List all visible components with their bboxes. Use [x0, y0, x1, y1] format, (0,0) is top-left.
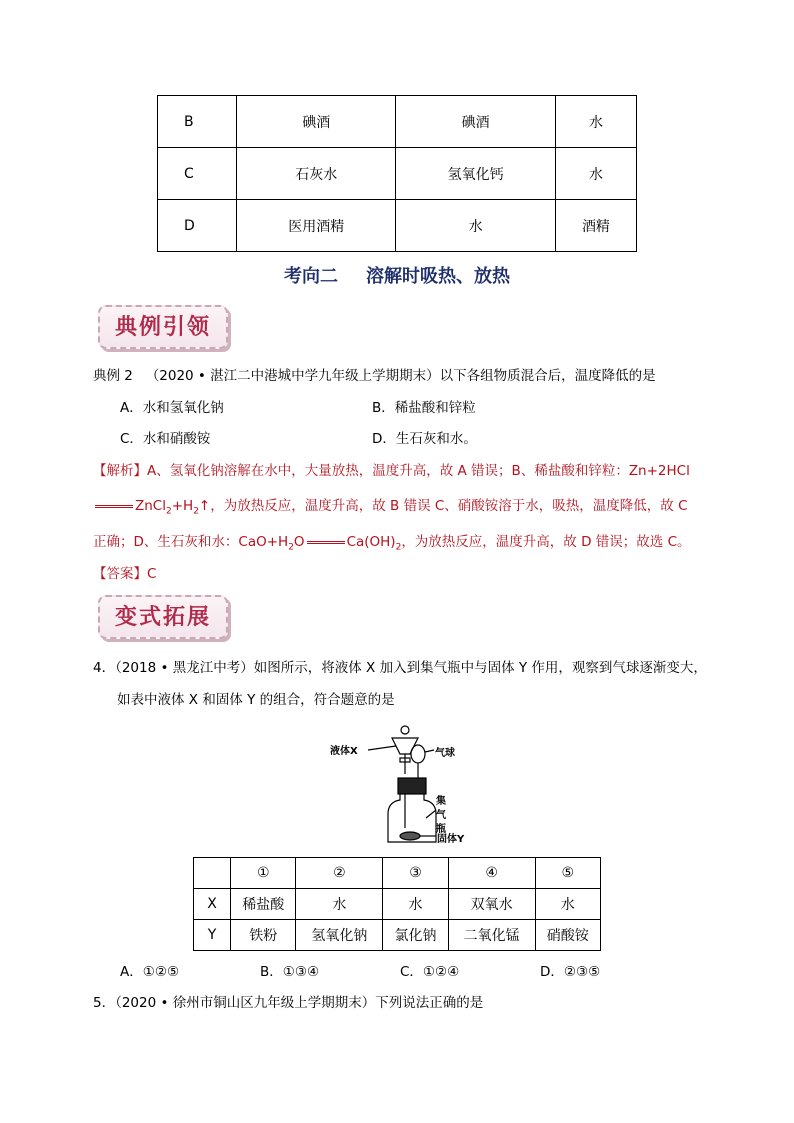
row-label: B	[158, 96, 237, 148]
table-cell: ①	[231, 858, 296, 889]
table-cell: 水	[535, 889, 601, 920]
table-row	[158, 148, 637, 200]
table-cell: 水	[383, 889, 448, 920]
table-cell: ④	[448, 858, 535, 889]
formula-part: Ca(OH)	[346, 534, 396, 550]
table-cell: 酒精	[555, 200, 636, 252]
table-row	[158, 200, 637, 252]
q4-line-2: 如表中液体 X 和固体 Y 的组合，符合题意的是	[117, 692, 395, 708]
option-a: A．水和氢氧化钠	[120, 400, 224, 416]
example-source: （2020 • 湛江二中港城中学九年级上学期期末）以下各组物质混合后，温度降低的是	[145, 368, 656, 384]
label-bottle-2: 气	[436, 810, 446, 821]
answer-tag: 【答案】	[93, 566, 147, 582]
table-header-row	[194, 858, 601, 889]
analysis-tag: 【解析】	[93, 463, 147, 479]
table-cell: 氯化钠	[383, 920, 448, 951]
table-cell: 稀盐酸	[231, 889, 296, 920]
table-cell: ②	[296, 858, 383, 889]
example-prefix: 典例 2	[93, 368, 133, 384]
option-c: C．水和硝酸铵	[120, 431, 211, 447]
label-balloon: 气球	[435, 748, 455, 759]
option-b: B．稀盐酸和锌粒	[372, 400, 476, 416]
apparatus-figure	[330, 718, 480, 848]
analysis-text-3: ，为放热反应，温度升高，故 D 错误；故选 C。	[401, 534, 691, 550]
formula-part: 正确；D、生石灰和水：CaO+H	[93, 534, 289, 550]
rubber-stopper	[398, 778, 426, 794]
example-question	[93, 364, 656, 384]
solid-y-icon	[400, 832, 420, 840]
formula-part: ZnCl	[135, 498, 166, 514]
label-bottle-3: 瓶	[436, 824, 446, 835]
table-cell: 铁粉	[231, 920, 296, 951]
table-cell	[194, 858, 231, 889]
table-cell: 碘酒	[237, 96, 396, 148]
table-cell: 硝酸铵	[535, 920, 601, 951]
q4-option-d: D．②③⑤	[540, 964, 601, 980]
analysis-text-2: ↑，为放热反应，温度升高，故 B 错误 C、硝酸铵溶于水，吸热，温度降低，故 C	[198, 498, 688, 514]
section-heading: 溶解时吸热、放热	[366, 266, 510, 287]
table-cell: 水	[555, 96, 636, 148]
analysis-line-1	[93, 459, 690, 479]
table-cell: 碘酒	[396, 96, 555, 148]
analysis-text-1: A、氢氧化钠溶解在水中，大量放热，温度升高，故 A 错误；B、稀盐酸和锌粒：Zn+2HCl	[147, 463, 690, 479]
balloon-icon	[411, 745, 425, 763]
example-badge	[98, 305, 228, 349]
table-cell: 水	[396, 200, 555, 252]
table-cell: 水	[555, 148, 636, 200]
formula-part: O	[293, 534, 305, 550]
table-cell: 二氧化锰	[448, 920, 535, 951]
table-cell: 医用酒精	[237, 200, 396, 252]
q4-option-c: C．①②④	[400, 964, 460, 980]
table-cell: ⑤	[535, 858, 601, 889]
table-row	[194, 920, 601, 951]
q4-option-a: A．①②⑤	[120, 964, 180, 980]
equals-sign	[307, 541, 345, 544]
combination-table	[193, 857, 601, 951]
label-bottle-1: 集	[436, 796, 446, 807]
option-d: D．生石灰和水。	[372, 431, 477, 447]
subscript: 2	[193, 506, 199, 517]
table-row	[194, 889, 601, 920]
row-label: D	[158, 200, 237, 252]
variant-badge	[98, 595, 228, 639]
formula-part: +H	[171, 498, 194, 514]
subscript: 2	[288, 542, 294, 553]
table-cell: 双氧水	[448, 889, 535, 920]
table-cell: ③	[383, 858, 448, 889]
table-cell: 石灰水	[237, 148, 396, 200]
analysis-line-3	[93, 530, 691, 553]
equals-sign	[95, 505, 133, 508]
section-number: 考向二	[284, 266, 338, 287]
variant-badge-label: 变式拓展	[114, 604, 211, 630]
label-liquid-x: 液体X	[330, 746, 358, 757]
row-label: C	[158, 148, 237, 200]
subscript: 2	[165, 506, 172, 517]
funnel-knob	[401, 726, 409, 734]
table-cell: X	[194, 889, 231, 920]
table-cell: 氢氧化钠	[296, 920, 383, 951]
label-solid-y: 固体Y	[437, 834, 465, 845]
analysis-line-2	[93, 494, 688, 517]
table-cell: 氢氧化钙	[396, 148, 555, 200]
q4-line-1: 4．（2018 • 黑龙江中考）如图所示，将液体 X 加入到集气瓶中与固体 Y 作用，观察到气球逐渐变大，	[93, 660, 707, 676]
section-title	[0, 262, 794, 288]
options-table-top	[157, 95, 637, 252]
answer-line	[93, 562, 156, 582]
q4-option-b: B．①③④	[260, 964, 320, 980]
subscript: 2	[395, 542, 402, 553]
example-badge-label: 典例引领	[114, 314, 211, 340]
table-cell: Y	[194, 920, 231, 951]
answer-value: C	[147, 566, 157, 582]
table-cell: 水	[296, 889, 383, 920]
q5-line: 5．（2020 • 徐州市铜山区九年级上学期期末）下列说法正确的是	[93, 995, 484, 1011]
table-row	[158, 96, 637, 148]
